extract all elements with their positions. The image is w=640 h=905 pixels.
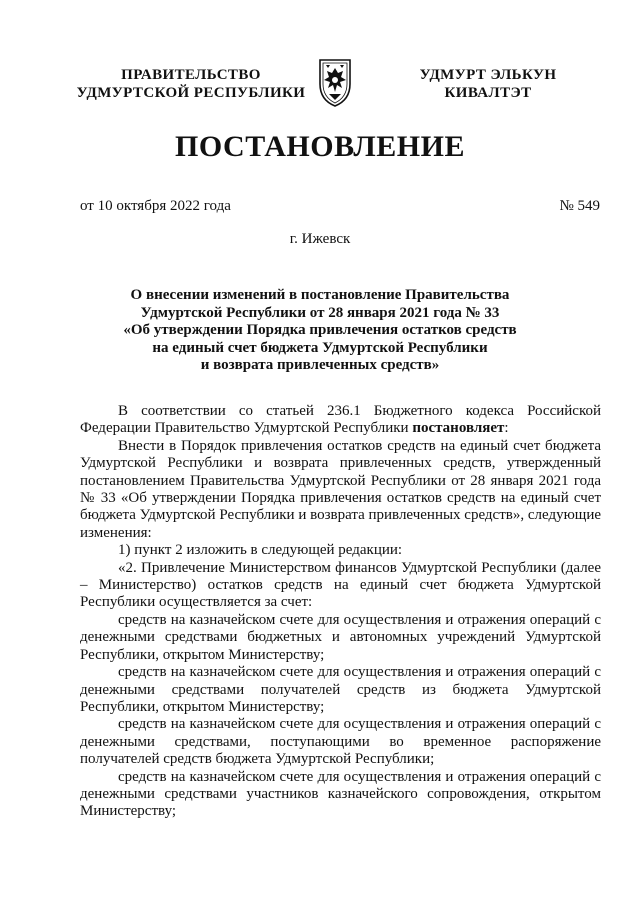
body-paragraph-2: Внести в Порядок привлечения остатков средств на единый счет бюджета Удмуртской Республики и возврата привлеченных средств, утвержденный постановлением Правительства Удмуртской Республики от 28 января 2021 года № 33 «Об утверждении Порядка привлечения остатков средств на единый счет бюджета Удмуртской Республики и возврата привлеченных средств», следующие изменения: [80, 437, 602, 541]
document-city: г. Ижевск [289, 231, 351, 247]
body-paragraph-4: «2. Привлечение Министерством финансов Удмуртской Республики (далее – Министерство) остатков средств на единый счет бюджета Удмуртской Республики осуществляется за счет: [80, 559, 601, 611]
header-left-line1: ПРАВИТЕЛЬСТВО [121, 67, 261, 83]
document-number: № 549 [559, 198, 600, 214]
body-paragraph-5: средств на казначейском счете для осуществления и отражения операций с денежными средствами бюджетных и автономных учреждений Удмуртской Республики, открытом Министерству; [80, 611, 601, 663]
header-right-block [388, 66, 588, 102]
document-date: от 10 октября 2022 года [80, 198, 231, 214]
subject-line5: и возврата привлеченных средств» [200, 357, 440, 373]
header-right-line1: УДМУРТ ЭЛЬКУН [419, 67, 557, 83]
date-number-line [80, 198, 600, 215]
p1-end: : [504, 420, 509, 437]
body-paragraph-6: средств на казначейском счете для осуществления и отражения операций с денежными средствами получателей средств из бюджета Удмуртской Республики, открытом Министерству; [80, 664, 601, 715]
p1-text: В соответствии со статьей 236.1 Бюджетного кодекса Российской Федерации Правительство Удмуртской Республики [80, 403, 601, 437]
subject-line2: Удмуртской Республики от 28 января 2021 года № 33 [140, 304, 500, 321]
body-paragraph-1 [80, 403, 601, 438]
udmurt-coat-of-arms-icon [316, 56, 354, 108]
document-body [80, 403, 601, 821]
body-paragraph-3: 1) пункт 2 изложить в следующей редакции: [118, 542, 403, 559]
document-subject [0, 287, 640, 375]
subject-line1: О внесении изменений в постановление Правительства [130, 287, 510, 303]
subject-line3: «Об утверждении Порядка привлечения остатков средств [123, 322, 517, 338]
document-title: ПОСТАНОВЛЕНИЕ [175, 130, 465, 163]
body-paragraph-8: средств на казначейском счете для осуществления и отражения операций с денежными средствами участников казначейского сопровождения, открытом Министерству; [80, 768, 601, 820]
header-left-block [66, 66, 316, 102]
header-left-line2: УДМУРТСКОЙ РЕСПУБЛИКИ [76, 85, 306, 101]
subject-line4: на единый счет бюджета Удмуртской Республики [152, 339, 488, 356]
p1-bold-verb: постановляет [412, 420, 505, 437]
header-right-line2: КИВАЛТЭТ [444, 85, 532, 101]
body-paragraph-7: средств на казначейском счете для осуществления и отражения операций с денежными средствами, поступающими во временное распоряжение получателей средств бюджета Удмуртской Республики; [80, 716, 601, 768]
